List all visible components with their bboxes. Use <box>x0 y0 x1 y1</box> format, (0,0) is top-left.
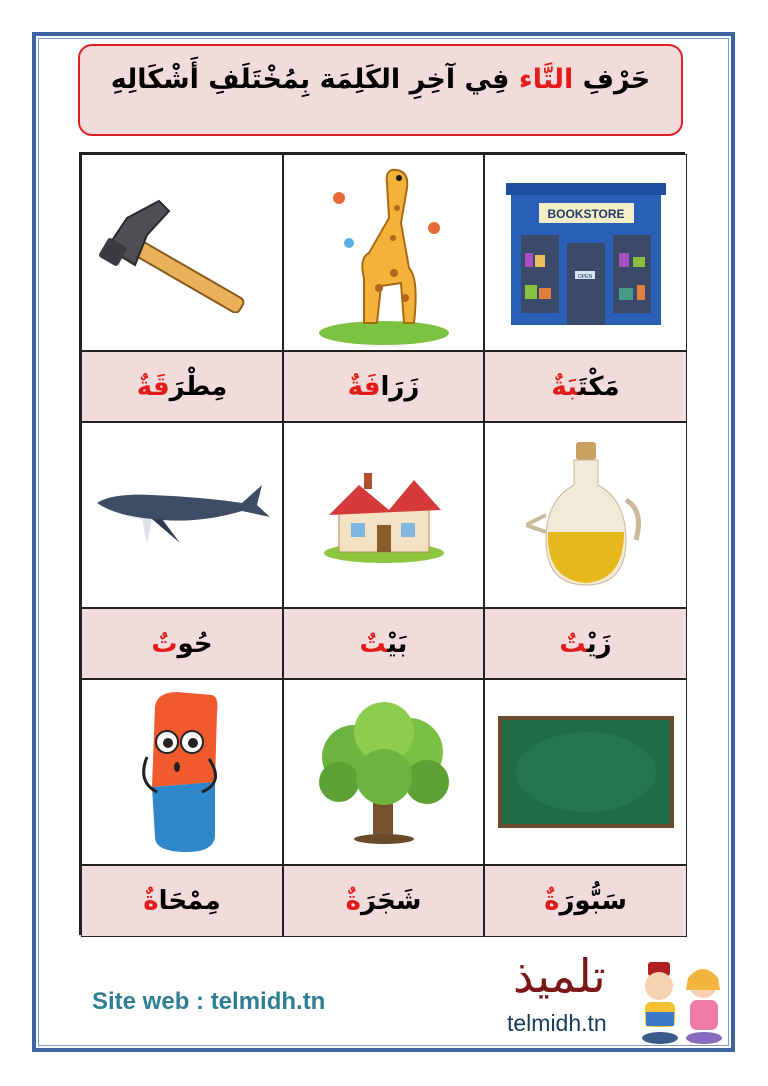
word-cell-oil <box>484 608 687 679</box>
image-cell-house <box>283 422 484 608</box>
word-label: مَكْتَبَةٌ <box>551 371 620 402</box>
site-link[interactable]: Site web : telmidh.tn <box>92 988 326 1015</box>
whale-icon <box>92 475 272 555</box>
svg-text:BOOKSTORE: BOOKSTORE <box>546 206 625 221</box>
title-banner <box>78 44 683 136</box>
image-cell-whale <box>81 422 283 608</box>
page-title <box>111 64 651 95</box>
image-cell-blackboard <box>484 679 687 865</box>
image-cell-giraffe <box>283 154 484 351</box>
word-label: شَجَرَةٌ <box>345 886 422 916</box>
giraffe-icon <box>309 158 459 348</box>
logo-arabic: تلميذ <box>513 949 606 1003</box>
word-cell-giraffe <box>283 351 484 422</box>
oil-bottle-icon <box>526 440 646 590</box>
blackboard-icon <box>496 712 676 832</box>
word-label: زَيْتٌ <box>559 628 612 659</box>
logo-latin: telmidh.tn <box>507 1010 607 1036</box>
word-cell-tree <box>283 865 484 937</box>
word-label: مِطْرَقَةٌ <box>136 371 228 402</box>
telmidh-logo <box>505 949 730 1045</box>
kids-reading-icon <box>640 960 730 1045</box>
title-part: حَرْفِ <box>573 63 651 95</box>
bookstore-icon <box>501 173 671 333</box>
title-highlight: التَّاء <box>518 63 574 95</box>
tree-icon <box>309 697 459 847</box>
word-label: حُوتٌ <box>151 628 213 659</box>
title-part: فِي آخِرِ الكَلِمَة بِمُخْتَلَفِ أَشْكَالِهِ <box>110 63 519 95</box>
word-grid <box>79 152 685 935</box>
word-label: زَرَافَةٌ <box>347 371 420 402</box>
hammer-icon <box>97 193 267 313</box>
eraser-icon <box>137 687 227 857</box>
word-cell-hammer <box>81 351 283 422</box>
image-cell-hammer <box>81 154 283 351</box>
word-cell-eraser <box>81 865 283 937</box>
word-cell-blackboard <box>484 865 687 937</box>
house-icon <box>319 465 449 565</box>
word-label: سَبُّورَةٌ <box>544 886 627 916</box>
image-cell-oil-bottle <box>484 422 687 608</box>
word-label: بَيْتٌ <box>359 628 408 659</box>
word-cell-house <box>283 608 484 679</box>
image-cell-tree <box>283 679 484 865</box>
image-cell-bookstore <box>484 154 687 351</box>
svg-text:OPEN: OPEN <box>577 273 592 280</box>
word-cell-whale <box>81 608 283 679</box>
word-cell-bookstore <box>484 351 687 422</box>
word-label: مِمْحَاةٌ <box>143 886 221 916</box>
image-cell-eraser <box>81 679 283 865</box>
